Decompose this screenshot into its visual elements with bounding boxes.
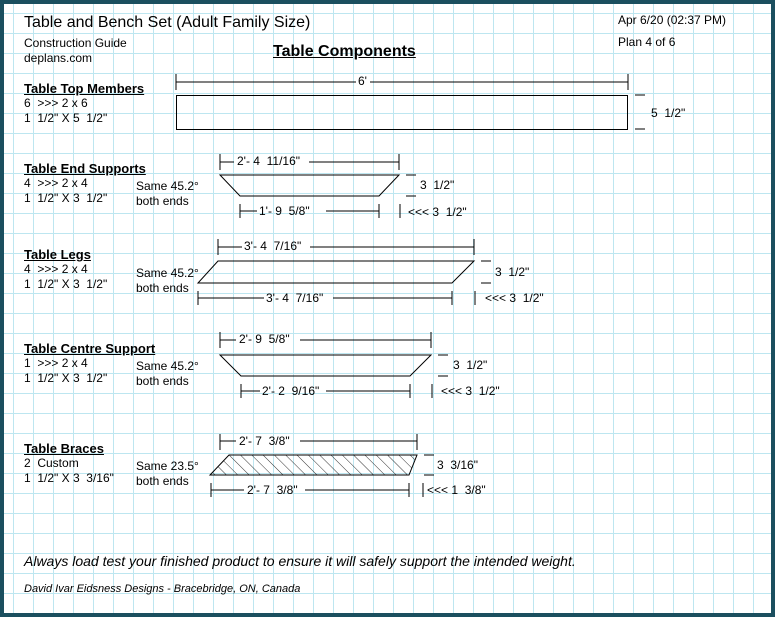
component-size: 1 1/2" X 5 1/2" xyxy=(24,111,108,125)
component-size: 1 1/2" X 3 1/2" xyxy=(24,191,108,205)
component-size: 1 1/2" X 3 1/2" xyxy=(24,371,108,385)
designer-credit: David Ivar Eidsness Designs - Bracebridge, ON, Canada xyxy=(24,583,301,595)
angle-note-ends: both ends xyxy=(136,281,189,295)
component-qty: 1 >>> 2 x 4 xyxy=(24,356,88,370)
top-member-drawing xyxy=(176,74,645,130)
angle-note-ends: both ends xyxy=(136,474,189,488)
width-dimension: 3 1/2" xyxy=(420,178,455,192)
angle-note: Same 23.5° xyxy=(136,459,199,473)
width-dimension: 3 3/16" xyxy=(437,458,478,472)
offset-dimension: <<< 3 1/2" xyxy=(441,384,500,398)
top-length-dimension: 2'- 9 5/8" xyxy=(239,332,290,346)
component-name: Table Centre Support xyxy=(24,341,156,356)
component-qty: 2 Custom xyxy=(24,456,79,470)
component-drawings xyxy=(4,4,775,621)
plan-subtitle: Construction Guide xyxy=(24,36,127,50)
angle-note-ends: both ends xyxy=(136,374,189,388)
component-name: Table Top Members xyxy=(24,81,145,96)
component-qty: 6 >>> 2 x 6 xyxy=(24,96,88,110)
bottom-length-dimension: 1'- 9 5/8" xyxy=(259,204,310,218)
width-dimension: 5 1/2" xyxy=(651,106,686,120)
bottom-length-dimension: 3'- 4 7/16" xyxy=(266,291,324,305)
bottom-length-dimension: 2'- 7 3/8" xyxy=(247,483,298,497)
section-title: Table Components xyxy=(273,43,416,60)
legs-drawing xyxy=(198,239,491,305)
offset-dimension: <<< 1 3/8" xyxy=(427,483,486,497)
angle-note-ends: both ends xyxy=(136,194,189,208)
offset-dimension: <<< 3 1/2" xyxy=(408,205,467,219)
component-name: Table Legs xyxy=(24,247,91,262)
site-name: deplans.com xyxy=(24,51,93,65)
component-qty: 4 >>> 2 x 4 xyxy=(24,176,88,190)
angle-note: Same 45.2° xyxy=(136,266,199,280)
angle-note: Same 45.2° xyxy=(136,359,199,373)
angle-note: Same 45.2° xyxy=(136,179,199,193)
offset-dimension: <<< 3 1/2" xyxy=(485,291,544,305)
length-dimension: 6' xyxy=(358,74,367,88)
component-name: Table Braces xyxy=(24,441,104,456)
plan-date: Apr 6/20 (02:37 PM) xyxy=(618,13,727,27)
plan-number: Plan 4 of 6 xyxy=(618,35,676,49)
width-dimension: 3 1/2" xyxy=(495,265,530,279)
width-dimension: 3 1/2" xyxy=(453,358,488,372)
component-size: 1 1/2" X 3 3/16" xyxy=(24,471,114,485)
safety-warning: Always load test your finished product to ensure it will safely support the intended weight. xyxy=(24,553,576,569)
component-name: Table End Supports xyxy=(24,161,146,176)
component-size: 1 1/2" X 3 1/2" xyxy=(24,277,108,291)
component-qty: 4 >>> 2 x 4 xyxy=(24,262,88,276)
top-length-dimension: 2'- 4 11/16" xyxy=(237,154,301,168)
top-length-dimension: 2'- 7 3/8" xyxy=(239,434,290,448)
bottom-length-dimension: 2'- 2 9/16" xyxy=(262,384,320,398)
top-length-dimension: 3'- 4 7/16" xyxy=(244,239,302,253)
plan-title: Table and Bench Set (Adult Family Size) xyxy=(24,14,311,31)
